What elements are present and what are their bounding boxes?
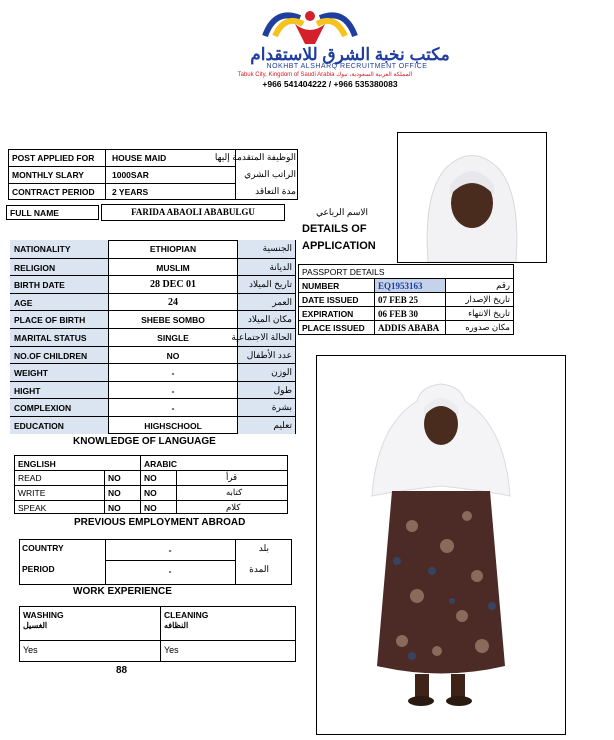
employment-title: PREVIOUS EMPLOYMENT ABROAD [74,517,246,528]
employment-country-label: COUNTRY [22,543,64,553]
personal-arabic: الجنسية [262,243,292,253]
passport-label: EXPIRATION [302,309,354,319]
language-row-label: SPEAK [18,503,47,513]
language-english-value: NO [108,473,121,483]
employment-period-arabic: المدة [249,564,269,574]
personal-row-2 [10,275,296,293]
post-applied-arabic: الوظيفة المتقدمة إليها [214,152,296,162]
passport-label: PLACE ISSUED [302,323,365,333]
personal-value: SHEBE SOMBO [141,315,205,326]
personal-arabic: عدد الأطفال [246,349,292,360]
personal-label: HIGHT [14,385,41,396]
passport-label: NUMBER [302,281,340,291]
passport-row-2 [298,306,514,320]
company-logo [255,6,365,50]
language-title: KNOWLEDGE OF LANGUAGE [73,436,216,447]
details-title-line-2: APPLICATION [302,240,376,252]
passport-value: 07 FEB 25 [378,295,419,305]
post-applied-value: HOUSE MAID [112,153,167,163]
full-body-photo-figure [317,356,565,734]
personal-row-0 [10,240,296,258]
personal-row-4 [10,310,296,328]
details-title-line-1: DETAILS OF [302,223,367,235]
full-name-label: FULL NAME [10,208,59,218]
personal-arabic: بشرة [271,402,292,413]
personal-value: 28 DEC 01 [149,279,197,291]
language-col-arabic: ARABIC [144,459,178,469]
personal-value: - [171,403,175,414]
washing-arabic: الغسيل [23,621,48,630]
personal-arabic: مكان الميلاد [247,314,292,325]
employment-period-label: PERIOD [22,564,55,574]
location-arabic: المملكة العربية السعودية، تبوك [336,72,413,78]
language-row-label: WRITE [18,488,46,498]
passport-arabic: مكان صدوره [465,322,510,332]
employment-country-value: - [168,545,172,555]
language-row-arabic: قرأ [226,472,238,482]
work-experience-title: WORK EXPERIENCE [73,586,172,597]
personal-label: NATIONALITY [14,244,71,254]
language-arabic-value: NO [144,488,157,498]
company-name-english: NOKHBT ALSHARQ RECRUITMENT OFFICE [266,63,428,70]
personal-value: - [171,368,175,379]
personal-arabic: تاريخ الميلاد [249,279,292,290]
personal-arabic: الحالة الاجتماعية [231,332,292,342]
personal-row-6 [10,346,296,364]
personal-label: AGE [14,297,33,308]
monthly-salary-arabic: الراتب الشري [244,169,296,179]
personal-row-9 [10,398,296,416]
personal-value: ETHIOPIAN [149,244,197,254]
passport-label: DATE ISSUED [302,295,359,305]
monthly-salary-value: 1000SAR [112,170,149,180]
passport-value: 06 FEB 30 [378,309,419,319]
passport-row-3 [298,320,514,334]
personal-arabic: الديانة [269,261,292,272]
full-name-arabic: الاسم الرباعي [316,207,368,217]
personal-row-7 [10,363,296,381]
personal-value: SINGLE [157,333,189,343]
post-applied-label: POST APPLIED FOR [12,153,95,163]
contract-period-label: CONTRACT PERIOD [12,187,95,197]
language-col-english: ENGLISH [18,459,56,469]
passport-value: EQ1953163 [378,281,423,291]
cleaning-label: CLEANING [164,610,209,620]
personal-label: EDUCATION [14,421,64,431]
personal-label: COMPLEXION [14,403,72,414]
passport-arabic: رقم [496,280,510,290]
passport-value: ADDIS ABABA [378,323,440,333]
personal-row-8 [10,381,296,399]
personal-label: BIRTH DATE [14,280,65,291]
personal-row-10 [10,416,296,434]
cleaning-value: Yes [164,645,179,655]
personal-row-1 [10,258,296,276]
full-body-photo [316,355,566,735]
personal-value: HIGHSCHOOL [144,421,202,431]
employment-period-value: - [168,566,172,576]
passport-photo [397,132,547,263]
company-name-arabic: مكتب نخبة الشرق للاستقدام [250,45,450,64]
cleaning-arabic: النظافه [164,621,189,630]
personal-value: MUSLIM [156,262,190,273]
contract-period-value: 2 YEARS [112,187,149,197]
personal-row-3 [10,293,296,311]
language-row-arabic: كلام [226,502,241,512]
personal-label: NO.OF CHILDREN [14,350,88,361]
language-row-label: READ [18,473,42,483]
personal-arabic: العمر [272,296,292,307]
passport-photo-figure [398,133,546,262]
full-name-value: FARIDA ABAOLI ABABULGU [131,207,255,217]
employment-country-arabic: بلد [258,543,269,553]
washing-value: Yes [23,645,38,655]
language-arabic-value: NO [144,473,157,483]
language-arabic-value: NO [144,503,157,513]
monthly-salary-label: MONTHLY SLARY [12,170,84,180]
language-english-value: NO [108,488,121,498]
washing-label: WASHING [23,610,64,620]
passport-arabic: تاريخ الانتهاء [468,308,510,318]
location-english: Tabuk City, Kingdom of Saudi Arabia [237,72,335,78]
page-number: 88 [116,665,128,676]
language-row-arabic: كتابه [226,487,243,497]
personal-row-5 [10,328,296,346]
personal-arabic: الوزن [271,367,292,378]
passport-row-0 [298,278,514,292]
personal-label: WEIGHT [14,368,48,379]
personal-value: 24 [168,296,178,308]
contract-period-arabic: مدة التعاقد [255,186,296,196]
personal-label: MARITAL STATUS [14,333,87,343]
personal-arabic: طول [273,384,292,395]
company-phones: +966 541404222 / +966 535380083 [262,79,398,89]
personal-arabic: تعليم [273,420,292,430]
company-location [200,71,450,78]
personal-value: NO [166,350,180,361]
passport-arabic: تاريخ الإصدار [465,294,510,304]
passport-row-1 [298,292,514,306]
personal-value: - [171,385,175,396]
passport-details-title: PASSPORT DETAILS [302,267,385,277]
personal-label: RELIGION [14,262,56,273]
language-english-value: NO [108,503,121,513]
personal-label: PLACE OF BIRTH [14,315,86,326]
